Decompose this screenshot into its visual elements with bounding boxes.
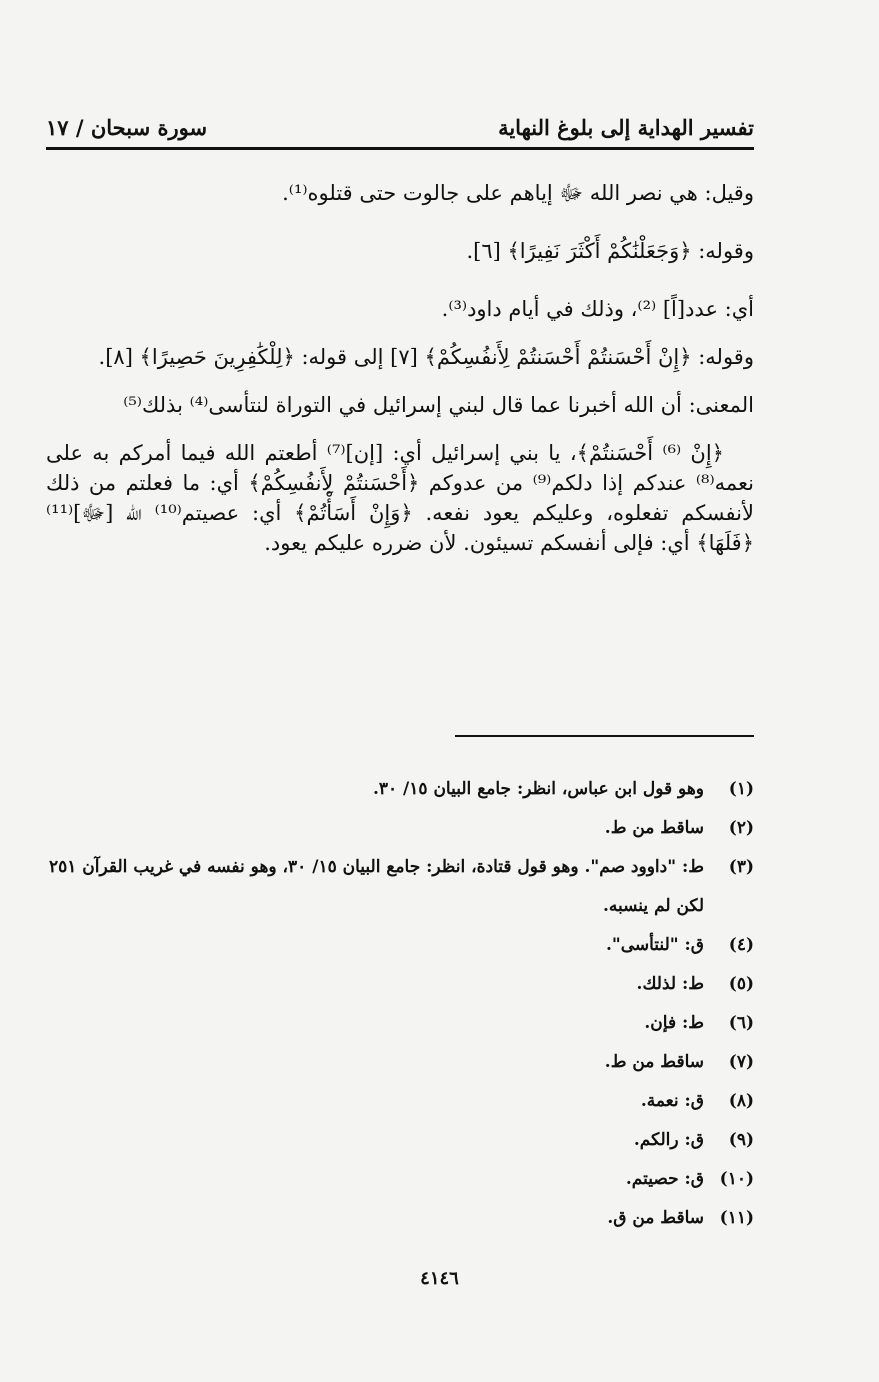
- paragraph-5: المعنى: أن الله أخبرنا عما قال لبني إسرائيل في التوراة لنتأسى⁽⁴⁾ بذلك⁽⁵⁾: [123, 393, 754, 417]
- footnote-item: [46, 926, 754, 965]
- book-title: تفسير الهداية إلى بلوغ النهاية: [498, 114, 754, 140]
- footnote-text: ط: فإن.: [644, 1013, 704, 1033]
- footnote-text: ق: حصيتم.: [625, 1169, 704, 1189]
- footnote-item: [46, 1082, 754, 1121]
- surah-label: سورة سبحان / ١٧: [46, 114, 208, 140]
- header-divider: [46, 147, 754, 150]
- footnote-text: وهو قول ابن عباس، انظر: جامع البيان ١٥/ ٣٠.: [372, 779, 704, 799]
- footnote-item: [46, 809, 754, 848]
- footnote-number: (٩): [728, 1130, 754, 1150]
- footnote-item: [46, 1199, 754, 1238]
- footnote-item: [46, 848, 754, 926]
- footnote-divider: [455, 735, 754, 737]
- footnote-text: ساقط من ط.: [604, 1052, 704, 1072]
- footnote-number: (٦): [728, 1013, 754, 1033]
- paragraph-3: أي: عدد[اً] ⁽²⁾، وذلك في أيام داود⁽³⁾.: [441, 297, 754, 321]
- footnote-number: (٣): [728, 857, 754, 877]
- footnote-item: [46, 1160, 754, 1199]
- paragraph-4: وقوله: ﴿إِنْ أَحْسَنتُمْ أَحْسَنتُمْ لِأَنفُسِكُمْ﴾ [٧] إلى قوله: ﴿لِلْكَٰفِرِينَ حَصِيرًا﴾ [٨].: [98, 345, 754, 369]
- footnote-number: (٧): [728, 1052, 754, 1072]
- footnote-text: ق: نعمة.: [640, 1091, 704, 1111]
- footnote-text: ساقط من ط.: [604, 818, 704, 838]
- footnote-item: [46, 1043, 754, 1082]
- footnote-item: [46, 770, 754, 809]
- paragraph-1: وقيل: هي نصر الله ﷻ إياهم على جالوت حتى قتلوه⁽¹⁾.: [282, 181, 754, 205]
- footnote-text: ط: لذلك.: [636, 974, 704, 994]
- footnote-text: ق: رالكم.: [633, 1130, 704, 1150]
- footnote-number: (١٠): [719, 1169, 754, 1189]
- running-header: [46, 110, 754, 144]
- footnote-item: [46, 1004, 754, 1043]
- page-number: ٤١٤٦: [420, 1268, 459, 1289]
- footnote-text: ساقط من ق.: [607, 1208, 704, 1228]
- footnotes-list: [46, 770, 754, 1238]
- footnote-item: [46, 1121, 754, 1160]
- paragraph-2: وقوله: ﴿وَجَعَلْنَٰكُمْ أَكْثَرَ نَفِيرًا﴾ [٦].: [466, 239, 754, 263]
- footnote-number: (٤): [728, 935, 754, 955]
- footnote-text: ط: "داوود صم". وهو قول قتادة، انظر: جامع البيان ١٥/ ٣٠، وهو نفسه في غريب القرآن ٢٥١ لكن لم ينسبه.: [48, 857, 704, 916]
- paragraph-6: ﴿إِنْ ⁽⁶⁾ أَحْسَنتُمْ﴾، يا بني إسرائيل أي: [إن]⁽⁷⁾ أطعتم الله فيما أمركم به على نعمه⁽⁸⁾ عندكم إذا دلكم⁽⁹⁾ من عدوكم ﴿أَحْسَنتُمْ لِأَنفُسِكُمْ﴾ أي: ما فعلتم من ذلك لأنفسكم تفعلوه، وعليكم يعود نفعه. ﴿وَإِنْ أَسَأْتُمْ﴾ أي: عصيتم⁽¹⁰⁾ الله [ﷻ]⁽¹¹⁾ ﴿فَلَهَا﴾ أي: فإلى أنفسكم تسيئون. لأن ضرره عليكم يعود.: [46, 441, 754, 555]
- footnote-number: (١١): [719, 1208, 754, 1228]
- footnote-number: (٢): [728, 818, 754, 838]
- main-text: [46, 178, 754, 586]
- footnote-number: (٥): [728, 974, 754, 994]
- footnote-number: (١): [728, 779, 754, 799]
- footnote-number: (٨): [728, 1091, 754, 1111]
- footnote-item: [46, 965, 754, 1004]
- footnote-text: ق: "لنتأسى".: [605, 935, 704, 955]
